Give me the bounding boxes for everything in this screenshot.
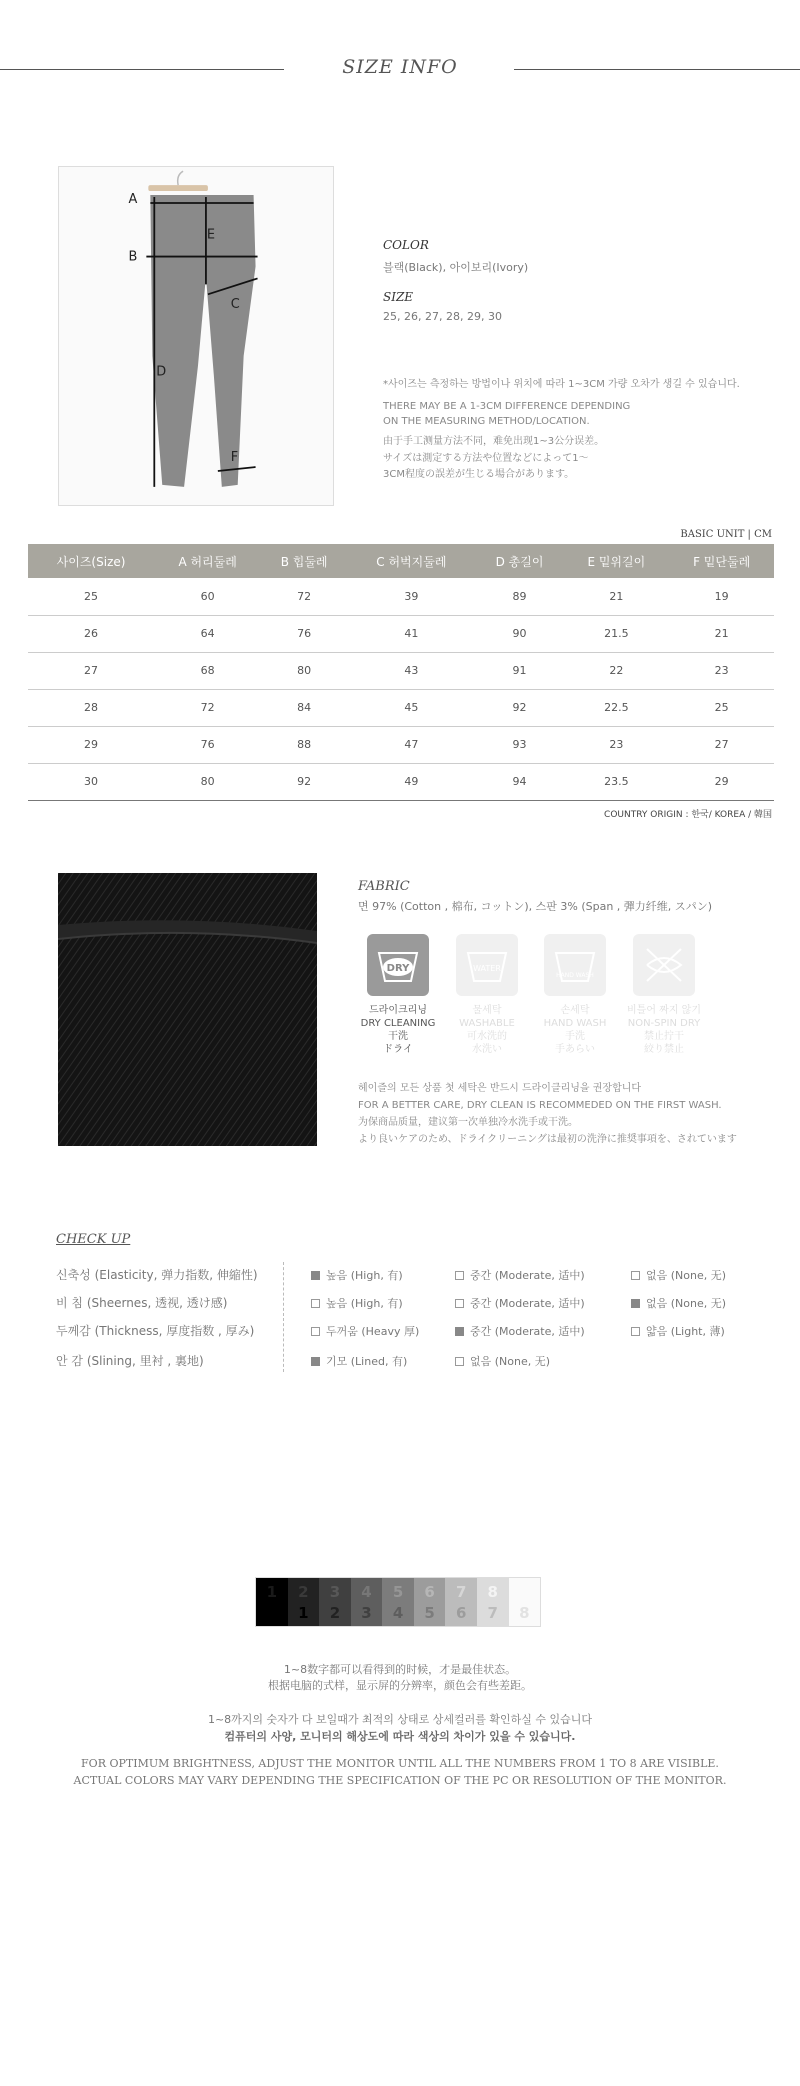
checkbox-icon [311, 1327, 320, 1336]
diagram-label-c: C [230, 297, 240, 313]
checkbox-icon [455, 1357, 464, 1366]
check-option: 없음 (None, 无) [631, 1295, 726, 1311]
monitor-note-en-1: FOR OPTIMUM BRIGHTNESS, ADJUST THE MONITOR UNTIL ALL THE NUMBERS FROM 1 TO 8 ARE VISIBLE. [81, 1757, 719, 1770]
table-cell: 27 [669, 726, 774, 763]
check-option: 없음 (None, 无) [455, 1353, 550, 1369]
table-cell: 21.5 [563, 615, 669, 652]
check-option: 중간 (Moderate, 适中) [455, 1295, 585, 1311]
check-row-label: 두께감 (Thickness, 厚度指数 , 厚み) [56, 1324, 255, 1338]
check-option: 얇음 (Light, 薄) [631, 1323, 725, 1339]
care-caption: 可水洗的 [467, 1031, 507, 1042]
table-cell: 30 [28, 763, 154, 800]
gray-cell: 2 1 [288, 1578, 320, 1626]
table-cell: 45 [347, 689, 476, 726]
care-caption: ドライ [383, 1044, 413, 1055]
care-caption: 물세탁 [472, 1005, 502, 1016]
gray-cell: 8 [509, 1578, 541, 1626]
fabric-composition: 면 97% (Cotton , 棉布, コットン), 스판 3% (Span , 彈力纤维, スパン) [358, 900, 713, 913]
table-cell: 23.5 [563, 763, 669, 800]
table-cell: 22.5 [563, 689, 669, 726]
care-caption: 絞り禁止 [644, 1044, 684, 1055]
table-cell: 84 [261, 689, 347, 726]
svg-text:DRY: DRY [386, 963, 410, 974]
checkbox-icon [631, 1327, 640, 1336]
monitor-note-cn-1: 1~8数字都可以看得到的时候，才是最佳状态。 [283, 1663, 517, 1676]
table-cell: 39 [347, 578, 476, 615]
table-cell: 47 [347, 726, 476, 763]
care-caption: NON-SPIN DRY [627, 1018, 701, 1029]
table-row [28, 652, 774, 689]
checkbox-icon [311, 1271, 320, 1280]
header-waist: A 허리둘레 [154, 544, 261, 578]
water-wash-icon [456, 934, 518, 996]
care-caption: 禁止拧干 [644, 1031, 684, 1042]
care-washable [441, 934, 533, 1056]
size-note-en-1: THERE MAY BE A 1-3CM DIFFERENCE DEPENDING [383, 401, 631, 412]
table-row [28, 726, 774, 763]
check-up-title: CHECK UP [56, 1232, 131, 1247]
monitor-note-ko-2: 컴퓨터의 사양, 모니터의 해상도에 따라 색상의 차이가 있을 수 있습니다. [224, 1730, 576, 1743]
care-caption: HAND WASH [543, 1018, 607, 1029]
table-cell: 72 [261, 578, 347, 615]
diagram-label-e: E [206, 227, 216, 243]
check-option: 기모 (Lined, 有) [311, 1353, 407, 1369]
table-row [28, 615, 774, 652]
table-cell: 64 [154, 615, 261, 652]
gray-cell: 3 2 [319, 1578, 351, 1626]
table-row [28, 578, 774, 615]
header-length: D 총길이 [476, 544, 564, 578]
color-label: COLOR [383, 238, 429, 252]
gray-cell: 7 6 [445, 1578, 477, 1626]
checkbox-icon [455, 1271, 464, 1280]
gray-cell: 4 3 [351, 1578, 383, 1626]
care-dry-cleaning [352, 934, 444, 1056]
table-cell: 22 [563, 652, 669, 689]
table-cell: 21 [669, 615, 774, 652]
size-note-en-2: ON THE MEASURING METHOD/LOCATION. [383, 416, 590, 427]
svg-text:HAND WASH: HAND WASH [556, 972, 594, 979]
table-cell: 68 [154, 652, 261, 689]
care-caption: 손세탁 [560, 1005, 590, 1016]
basic-unit-label: BASIC UNIT | CM [680, 529, 772, 540]
table-cell: 94 [476, 763, 564, 800]
table-cell: 80 [261, 652, 347, 689]
header-hip: B 힙둘레 [261, 544, 347, 578]
checkbox-icon [631, 1299, 640, 1308]
table-cell: 41 [347, 615, 476, 652]
fabric-title: FABRIC [358, 879, 410, 894]
care-caption: 드라이크리닝 [369, 1005, 427, 1016]
table-cell: 29 [28, 726, 154, 763]
size-note-cn: 由于手工测量方法不同，难免出现1~3公分误差。 [383, 436, 605, 447]
checkbox-icon [455, 1299, 464, 1308]
table-cell: 23 [563, 726, 669, 763]
dry-clean-icon [367, 934, 429, 996]
table-cell: 25 [28, 578, 154, 615]
fabric-swatch-image [58, 873, 317, 1146]
header-thigh: C 허벅지둘레 [347, 544, 476, 578]
size-label: SIZE [383, 290, 414, 304]
care-caption: 手あらい [555, 1044, 595, 1055]
care-caption: DRY CLEANING [360, 1018, 436, 1029]
size-table-header-row [28, 544, 774, 578]
care-hand-wash [529, 934, 621, 1056]
header-hem: F 밑단둘레 [669, 544, 774, 578]
care-caption: 手洗 [565, 1031, 585, 1042]
color-value: 블랙(Black), 아이보리(Ivory) [383, 261, 529, 274]
care-caption: WASHABLE [459, 1018, 515, 1029]
table-cell: 49 [347, 763, 476, 800]
svg-text:WATER: WATER [473, 964, 501, 973]
check-row-label: 비 침 (Sheernes, 透视, 透け感) [56, 1296, 228, 1310]
header-size: 사이즈(Size) [28, 544, 154, 578]
checkbox-icon [311, 1357, 320, 1366]
table-cell: 28 [28, 689, 154, 726]
care-non-spin [618, 934, 710, 1056]
gray-cell: 8 7 [477, 1578, 509, 1626]
size-note-jp-1: サイズは測定する方法や位置などによって1〜 [383, 453, 589, 464]
check-option: 두꺼움 (Heavy 厚) [311, 1323, 419, 1339]
table-cell: 88 [261, 726, 347, 763]
table-cell: 76 [154, 726, 261, 763]
diagram-label-b: B [128, 249, 138, 265]
checkbox-icon [631, 1271, 640, 1280]
gray-cell: 6 5 [414, 1578, 446, 1626]
table-row [28, 763, 774, 800]
monitor-grayscale-strip [255, 1577, 541, 1627]
page-title: SIZE INFO [342, 56, 458, 78]
table-cell: 93 [476, 726, 564, 763]
table-cell: 60 [154, 578, 261, 615]
table-cell: 21 [563, 578, 669, 615]
table-cell: 43 [347, 652, 476, 689]
size-table [28, 544, 774, 801]
table-cell: 90 [476, 615, 564, 652]
no-wring-icon [633, 934, 695, 996]
table-cell: 27 [28, 652, 154, 689]
size-note-ko: *사이즈는 측정하는 방법이나 위치에 따라 1~3CM 가량 오차가 생길 수 있습니다. [383, 379, 740, 390]
table-cell: 76 [261, 615, 347, 652]
check-option: 높음 (High, 有) [311, 1267, 403, 1283]
table-cell: 92 [261, 763, 347, 800]
table-cell: 29 [669, 763, 774, 800]
check-option: 중간 (Moderate, 适中) [455, 1267, 585, 1283]
check-option: 높음 (High, 有) [311, 1295, 403, 1311]
checkbox-icon [455, 1327, 464, 1336]
diagram-label-a: A [128, 191, 138, 207]
size-note-jp-2: 3CM程度の誤差が生じる場合があります。 [383, 469, 575, 480]
care-instruction-line: FOR A BETTER CARE, DRY CLEAN IS RECOMMEDED ON THE FIRST WASH. [358, 1100, 722, 1111]
check-up-divider [283, 1262, 284, 1372]
table-cell: 25 [669, 689, 774, 726]
check-row-label: 신축성 (Elasticity, 弹力指数, 伸縮性) [56, 1268, 258, 1282]
care-instructions [358, 1080, 737, 1148]
checkbox-icon [311, 1299, 320, 1308]
care-caption: 비틀어 짜지 않기 [627, 1005, 701, 1016]
header-rise: E 밑위길이 [563, 544, 669, 578]
table-cell: 91 [476, 652, 564, 689]
pants-measurement-diagram [58, 166, 334, 506]
table-cell: 92 [476, 689, 564, 726]
check-row-label: 안 감 (Slining, 里衬 , 裏地) [56, 1354, 204, 1368]
table-cell: 19 [669, 578, 774, 615]
table-cell: 89 [476, 578, 564, 615]
care-instruction-line: 헤이즐의 모든 상품 첫 세탁은 반드시 드라이클리닝을 권장합니다 [358, 1083, 642, 1094]
hand-wash-icon [544, 934, 606, 996]
care-instruction-line: より良いケアのため、ドライクリーニングは最初の洗浄に推奨事項を、されています [358, 1134, 737, 1145]
country-origin: COUNTRY ORIGIN : 한국/ KOREA / 韓国 [604, 810, 772, 820]
gray-cell: 1 [256, 1578, 288, 1626]
monitor-note-ko-1: 1~8까지의 숫자가 다 보일때가 최적의 상태로 상세컬러를 확인하실 수 있습니다 [207, 1713, 593, 1726]
care-caption: 干洗 [388, 1031, 408, 1042]
table-cell: 23 [669, 652, 774, 689]
monitor-note-cn-2: 根据电脑的式样，显示屏的分辨率，颜色会有些差距。 [268, 1679, 532, 1692]
table-row [28, 689, 774, 726]
table-cell: 26 [28, 615, 154, 652]
size-value: 25, 26, 27, 28, 29, 30 [383, 310, 502, 323]
check-option: 중간 (Moderate, 适中) [455, 1323, 585, 1339]
table-cell: 80 [154, 763, 261, 800]
monitor-note-en-2: ACTUAL COLORS MAY VARY DEPENDING THE SPECIFICATION OF THE PC OR RESOLUTION OF THE MONITOR. [73, 1774, 727, 1787]
table-cell: 72 [154, 689, 261, 726]
gray-cell: 5 4 [382, 1578, 414, 1626]
diagram-label-f: F [230, 450, 239, 466]
diagram-label-d: D [156, 364, 167, 380]
check-option: 없음 (None, 无) [631, 1267, 726, 1283]
care-caption: 水洗い [472, 1044, 502, 1055]
care-instruction-line: 为保商品质量，建议第一次单独冷水洗手或干洗。 [358, 1117, 578, 1128]
